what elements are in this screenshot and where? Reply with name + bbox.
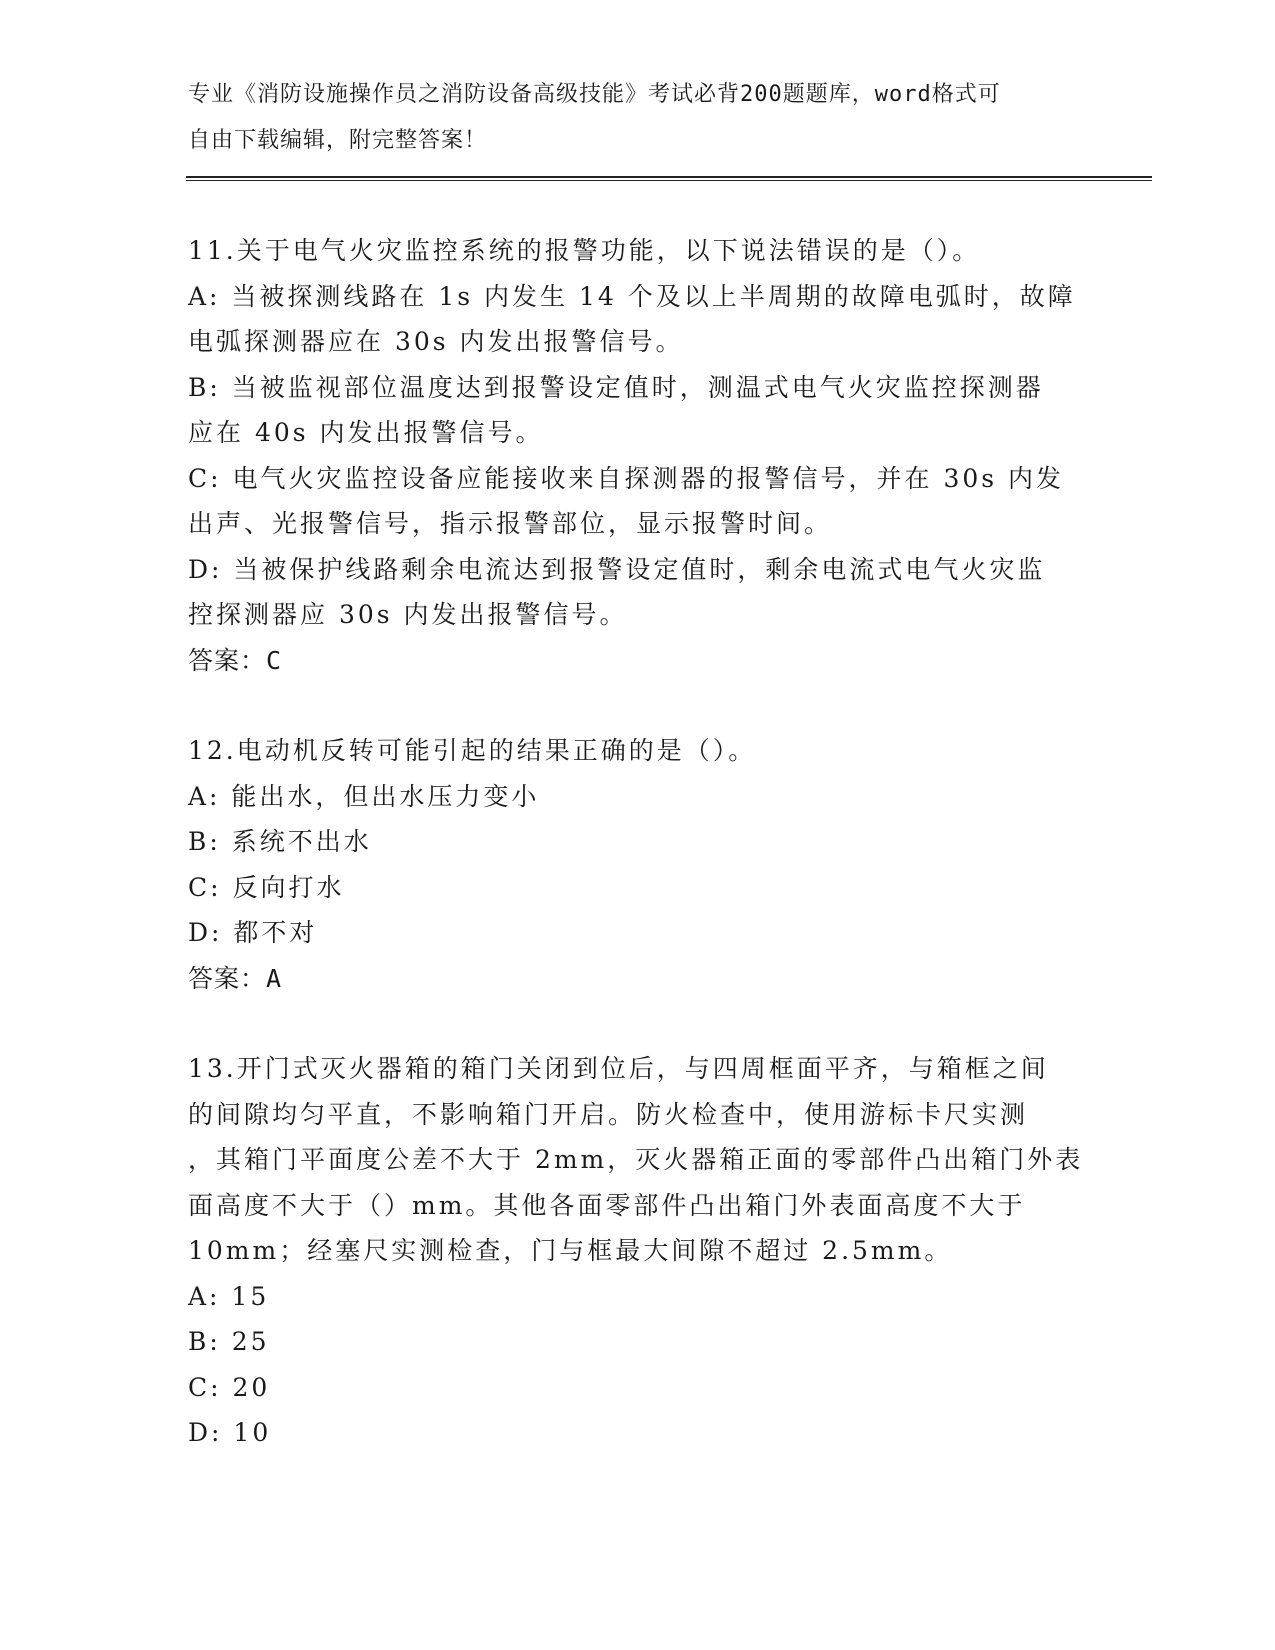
question-12: [188, 728, 1088, 1001]
option-b-cont: 应在 40s 内发出报警信号。: [188, 418, 544, 447]
option-c-cont: 出声、光报警信号，指示报警部位，显示报警时间。: [188, 509, 833, 538]
answer-label: 答案：C: [188, 645, 283, 675]
option-c: C: 反向打水: [188, 872, 345, 902]
question-stem: 12.电动机反转可能引起的结果正确的是（）。: [188, 736, 757, 765]
option-a-cont: 电弧探测器应在 30s 内发出报警信号。: [188, 327, 684, 356]
header-line: 自由下载编辑，附完整答案！: [188, 127, 488, 153]
answer-label: 答案：A: [188, 963, 283, 993]
document-header: [188, 72, 1068, 163]
question-stem-cont: 面高度不大于（）mm。其他各面零部件凸出箱门外表面高度不大于: [188, 1190, 1026, 1220]
question-11: [188, 228, 1088, 683]
option-a: A: 能出水，但出水压力变小: [188, 781, 540, 811]
option-a: A: 15: [188, 1281, 270, 1311]
option-d: D: 都不对: [188, 918, 318, 947]
header-divider: [186, 176, 1152, 181]
question-stem-cont: ，其箱门平面度公差不大于 2mm，灭火器箱正面的零部件凸出箱门外表: [188, 1145, 1084, 1174]
header-line: 专业《消防设施操作员之消防设备高级技能》考试必背200题题库，word格式可: [188, 82, 1001, 107]
option-d: D: 当被保护线路剩余电流达到报警设定值时，剩余电流式电气火灾监: [188, 554, 1046, 584]
option-b: B: 系统不出水: [188, 827, 372, 856]
option-a: A: 当被探测线路在 1s 内发生 14 个及以上半周期的故障电弧时，故障: [188, 281, 1076, 311]
question-stem-cont: 10mm；经塞尺实测检查，门与框最大间隙不超过 2.5mm。: [188, 1236, 953, 1265]
option-b: B: 当被监视部位温度达到报警设定值时，测温式电气火灾监控探测器: [188, 372, 1044, 402]
question-stem: 13.开门式灭火器箱的箱门关闭到位后，与四周框面平齐，与箱框之间: [188, 1054, 1049, 1083]
option-d: D: 10: [188, 1418, 272, 1447]
question-stem: 11.关于电气火灾监控系统的报警功能，以下说法错误的是（）。: [188, 236, 981, 265]
option-c: C: 电气火灾监控设备应能接收来自探测器的报警信号，并在 30s 内发: [188, 463, 1065, 493]
option-c: C: 20: [188, 1372, 271, 1402]
option-b: B: 25: [188, 1327, 270, 1356]
question-13: [188, 1046, 1088, 1456]
question-stem-cont: 的间隙均匀平直，不影响箱门开启。防火检查中，使用游标卡尺实测: [188, 1099, 1029, 1129]
option-d-cont: 控探测器应 30s 内发出报警信号。: [188, 600, 628, 629]
